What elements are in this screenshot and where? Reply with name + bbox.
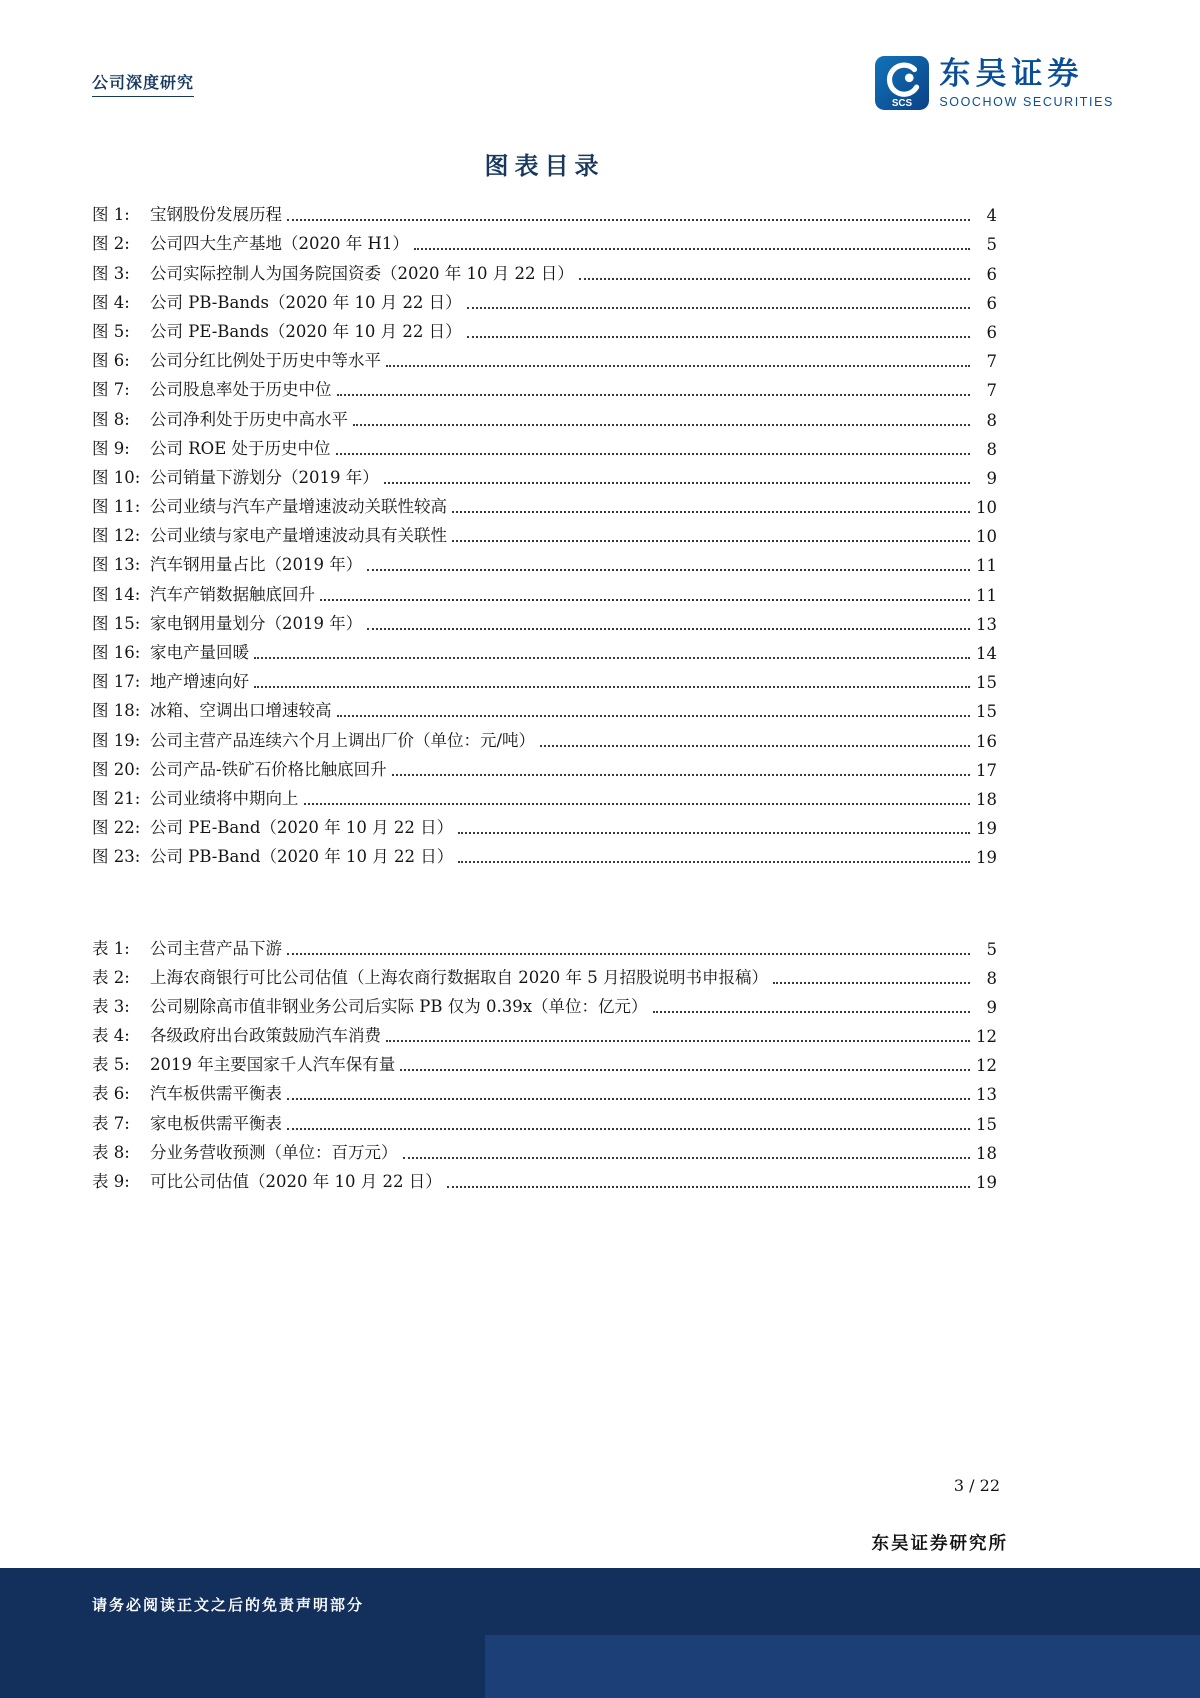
toc-entry-label: 图 9: [92, 438, 130, 458]
toc-leader-dots [336, 453, 971, 455]
toc-entry-page: 13 [976, 1085, 997, 1105]
toc-entry-title: 公司 PE-Band（2020 年 10 月 22 日） [150, 818, 454, 838]
toc-entry-label: 图 6: [92, 351, 130, 371]
toc-entry-title: 公司分红比例处于历史中等水平 [150, 351, 381, 371]
toc-entry-title: 公司股息率处于历史中位 [150, 380, 332, 400]
toc-entry[interactable] [92, 546, 997, 575]
toc-leader-dots [403, 1157, 971, 1159]
toc-entry-page: 16 [976, 731, 997, 751]
toc-entry[interactable] [92, 721, 997, 750]
toc-entry-title: 公司 PE-Bands（2020 年 10 月 22 日） [150, 321, 462, 341]
toc-entry-title: 分业务营收预测（单位：百万元） [150, 1142, 398, 1162]
toc-entry-page: 12 [976, 1027, 997, 1047]
toc-entry-title: 汽车板供需平衡表 [150, 1084, 282, 1104]
toc-entry[interactable] [92, 400, 997, 429]
toc-entry-label: 图 8: [92, 409, 130, 429]
toc-entry-page: 17 [976, 760, 997, 780]
toc-entry[interactable] [92, 929, 997, 958]
toc-entry-title: 公司业绩将中期向上 [150, 788, 299, 808]
toc-entry-label: 表 3: [92, 996, 130, 1016]
toc-entry-page: 18 [976, 789, 997, 809]
toc-entry-title: 公司主营产品连续六个月上调出厂价（单位：元/吨） [150, 730, 536, 750]
toc-entry-title: 2019 年主要国家千人汽车保有量 [150, 1055, 396, 1075]
page-title: 图表目录 [484, 151, 605, 180]
toc-leader-dots [467, 307, 970, 309]
toc-entry[interactable] [92, 430, 997, 459]
toc-entry-page: 6 [986, 264, 997, 284]
toc-leader-dots [320, 599, 970, 601]
toc-entry-label: 图 4: [92, 292, 130, 312]
brand-name-en: SOOCHOW SECURITIES [939, 94, 1114, 109]
toc-entry-page: 19 [976, 848, 997, 868]
toc-entry-label: 图 10: [92, 467, 141, 487]
toc-entry-label: 图 20: [92, 759, 141, 779]
toc-leader-dots [447, 1186, 970, 1188]
toc [92, 196, 997, 1192]
toc-entry-page: 14 [976, 644, 997, 663]
toc-entry-title: 各级政府出台政策鼓励汽车消费 [150, 1026, 381, 1046]
toc-leader-dots [287, 953, 970, 955]
toc-entry-page: 12 [976, 1056, 997, 1076]
toc-entry-label: 图 12: [92, 526, 141, 546]
toc-entry[interactable] [92, 663, 997, 692]
toc-entry-page: 6 [986, 293, 997, 313]
toc-entry-title: 家电钢用量划分（2019 年） [150, 613, 363, 633]
toc-entry[interactable] [92, 342, 997, 371]
toc-entry-page: 15 [976, 702, 997, 722]
toc-entry-title: 公司销量下游划分（2019 年） [150, 467, 379, 487]
toc-entry-page: 4 [986, 206, 997, 226]
toc-leader-dots [458, 861, 970, 863]
toc-leader-dots [287, 1098, 970, 1100]
toc-entry-title: 宝钢股份发展历程 [150, 205, 282, 225]
toc-entry[interactable] [92, 517, 997, 546]
tables-toc-list [92, 929, 997, 1192]
toc-entry-title: 汽车钢用量占比（2019 年） [150, 555, 363, 575]
toc-leader-dots [467, 336, 970, 338]
toc-leader-dots [392, 774, 970, 776]
toc-leader-dots [337, 715, 971, 717]
toc-entry[interactable] [92, 751, 997, 780]
toc-leader-dots [458, 832, 970, 834]
brand-name-cn: 东吴证券 [939, 56, 1084, 93]
toc-entry-label: 表 1: [92, 938, 130, 958]
toc-entry-page: 19 [976, 1173, 997, 1192]
toc-entry-page: 19 [976, 819, 997, 839]
toc-leader-dots [287, 219, 970, 221]
toc-entry-title: 家电产量回暖 [150, 643, 249, 662]
toc-entry-page: 7 [986, 381, 997, 401]
toc-entry-page: 18 [976, 1143, 997, 1163]
toc-leader-dots [773, 982, 970, 984]
toc-entry-label: 图 1: [92, 205, 130, 225]
brand-text [939, 57, 1114, 108]
toc-entry[interactable] [92, 605, 997, 634]
page-number: 3 / 22 [953, 1476, 1000, 1495]
toc-entry-page: 15 [976, 1114, 997, 1134]
toc-entry-page: 5 [986, 235, 997, 255]
toc-entry-page: 13 [976, 614, 997, 634]
toc-leader-dots [452, 540, 970, 542]
toc-entry-label: 图 23: [92, 847, 141, 867]
toc-entry[interactable] [92, 838, 997, 867]
toc-leader-dots [386, 365, 970, 367]
toc-entry[interactable] [92, 313, 997, 342]
toc-entry[interactable] [92, 196, 997, 225]
toc-leader-dots [304, 803, 971, 805]
toc-entry-label: 图 19: [92, 730, 141, 750]
toc-entry[interactable] [92, 809, 997, 838]
toc-leader-dots [254, 657, 970, 659]
toc-entry-page: 11 [976, 585, 997, 605]
disclaimer-text: 请务必阅读正文之后的免责声明部分 [92, 1596, 365, 1614]
toc-entry-label: 图 22: [92, 818, 141, 838]
toc-entry[interactable] [92, 988, 997, 1017]
toc-entry[interactable] [92, 254, 997, 283]
brand-logo [875, 56, 1114, 110]
toc-entry-page: 9 [986, 468, 997, 488]
toc-leader-dots [540, 745, 970, 747]
figures-toc-list [92, 196, 997, 867]
toc-leader-dots [254, 686, 970, 688]
toc-entry-label: 表 5: [92, 1055, 130, 1075]
toc-entry-title: 公司 PB-Bands（2020 年 10 月 22 日） [150, 292, 462, 312]
toc-entry-label: 图 17: [92, 672, 141, 692]
toc-entry-label: 图 18: [92, 701, 141, 721]
toc-entry[interactable] [92, 371, 997, 400]
toc-leader-dots [384, 482, 970, 484]
toc-entry-title: 冰箱、空调出口增速较高 [150, 701, 332, 721]
toc-leader-dots [386, 1040, 970, 1042]
soochow-logo-icon [875, 56, 929, 110]
toc-leader-dots [337, 394, 971, 396]
toc-entry-title: 公司剔除高市值非钢业务公司后实际 PB 仅为 0.39x（单位：亿元） [150, 996, 648, 1016]
toc-entry-label: 表 7: [92, 1113, 130, 1133]
page-header [92, 56, 1114, 110]
toc-entry-page: 5 [986, 939, 997, 959]
toc-leader-dots [353, 424, 970, 426]
toc-entry[interactable] [92, 1046, 997, 1075]
toc-entry-label: 图 5: [92, 321, 130, 341]
toc-entry[interactable] [92, 634, 997, 663]
toc-leader-dots [367, 628, 970, 630]
toc-entry[interactable] [92, 488, 997, 517]
toc-entry-title: 公司主营产品下游 [150, 938, 282, 958]
toc-entry-title: 可比公司估值（2020 年 10 月 22 日） [150, 1172, 442, 1191]
toc-entry[interactable] [92, 1075, 997, 1104]
toc-entry[interactable] [92, 1134, 997, 1163]
toc-entry-page: 11 [976, 556, 997, 576]
toc-entry-page: 8 [986, 410, 997, 430]
toc-entry-label: 表 6: [92, 1084, 130, 1104]
toc-entry-label: 图 16: [92, 643, 141, 662]
toc-entry-page: 10 [976, 527, 997, 547]
toc-entry-label: 图 3: [92, 263, 130, 283]
toc-entry-title: 公司 ROE 处于历史中位 [150, 438, 331, 458]
toc-entry-page: 7 [986, 352, 997, 372]
toc-entry[interactable] [92, 225, 997, 254]
toc-leader-dots [400, 1069, 970, 1071]
toc-entry-page: 8 [986, 439, 997, 459]
toc-entry-page: 8 [986, 968, 997, 988]
svg-text:SCS: SCS [892, 97, 913, 109]
toc-entry-page: 6 [986, 322, 997, 342]
toc-entry-page: 15 [976, 673, 997, 693]
toc-entry-label: 表 2: [92, 967, 130, 987]
research-institute-label: 东吴证券研究所 [871, 1534, 1008, 1554]
toc-entry-label: 图 11: [92, 497, 141, 517]
toc-entry-page: 10 [976, 498, 997, 518]
toc-entry-title: 公司 PB-Band（2020 年 10 月 22 日） [150, 847, 454, 867]
toc-entry-title: 地产增速向好 [150, 672, 249, 692]
toc-entry-label: 图 2: [92, 234, 130, 254]
toc-entry[interactable] [92, 1017, 997, 1046]
footer-bar [0, 1568, 1200, 1698]
toc-entry-page: 9 [986, 997, 997, 1017]
toc-entry[interactable] [92, 1163, 997, 1192]
toc-entry-title: 公司四大生产基地（2020 年 H1） [150, 234, 409, 254]
toc-entry-label: 图 15: [92, 613, 141, 633]
toc-entry-title: 公司实际控制人为国务院国资委（2020 年 10 月 22 日） [150, 263, 574, 283]
toc-entry-label: 图 7: [92, 380, 130, 400]
toc-entry-label: 图 21: [92, 788, 141, 808]
toc-entry-title: 家电板供需平衡表 [150, 1113, 282, 1133]
toc-entry[interactable] [92, 284, 997, 313]
toc-entry[interactable] [92, 1104, 997, 1133]
toc-entry[interactable] [92, 692, 997, 721]
toc-entry-label: 表 8: [92, 1142, 130, 1162]
toc-leader-dots [367, 569, 970, 571]
toc-leader-dots [653, 1011, 970, 1013]
toc-entry[interactable] [92, 459, 997, 488]
toc-entry-title: 上海农商银行可比公司估值（上海农商行数据取自 2020 年 5 月招股说明书申报稿） [150, 967, 768, 987]
report-type-label: 公司深度研究 [92, 70, 194, 97]
toc-entry-label: 表 9: [92, 1172, 130, 1191]
toc-leader-dots [287, 1128, 970, 1130]
toc-leader-dots [414, 248, 970, 250]
toc-entry-title: 公司业绩与汽车产量增速波动关联性较高 [150, 497, 447, 517]
toc-entry-title: 公司业绩与家电产量增速波动具有关联性 [150, 526, 447, 546]
toc-entry-label: 图 13: [92, 555, 141, 575]
toc-leader-dots [579, 278, 970, 280]
toc-entry-label: 表 4: [92, 1026, 130, 1046]
toc-entry-label: 图 14: [92, 584, 141, 604]
toc-leader-dots [452, 511, 970, 513]
toc-entry-title: 汽车产销数据触底回升 [150, 584, 315, 604]
footer-accent-block [485, 1635, 1200, 1698]
toc-entry-title: 公司净利处于历史中高水平 [150, 409, 348, 429]
toc-entry[interactable] [92, 780, 997, 809]
toc-entry[interactable] [92, 959, 997, 988]
toc-entry[interactable] [92, 575, 997, 604]
toc-entry-title: 公司产品-铁矿石价格比触底回升 [150, 759, 387, 779]
